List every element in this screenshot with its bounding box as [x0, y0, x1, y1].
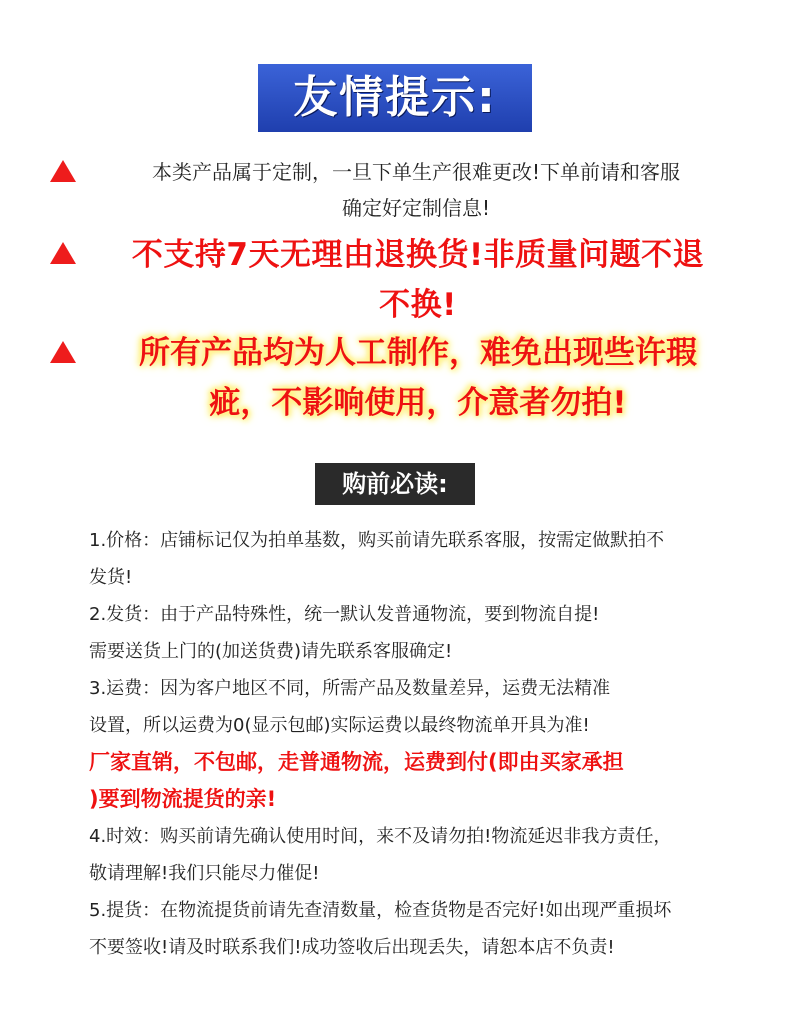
notice-line: 不支持7天无理由退换货!非质量问题不退: [131, 237, 705, 273]
rule-line: 3.运费：因为客户地区不同，所需产品及数量差异，运费无法精准: [89, 678, 611, 699]
notice-handmade: [88, 328, 748, 428]
warning-triangle-icon: [50, 242, 76, 264]
rule-line: 发货!: [89, 567, 133, 588]
warning-triangle-icon: [50, 341, 76, 363]
title-banner: [0, 64, 790, 132]
rule-line: 5.提货：在物流提货前请先查清数量，检查货物是否完好!如出现严重损坏: [89, 900, 672, 921]
rule-line: 4.时效：购买前请先确认使用时间，来不及请勿拍!物流延迟非我方责任，: [89, 826, 672, 847]
notice-line: 不换!: [379, 287, 457, 323]
section-title: 购前必读:: [315, 463, 475, 505]
rule-line: 敬请理解!我们只能尽力催促!: [89, 863, 320, 884]
rule-line: 2.发货：由于产品特殊性，统一默认发普通物流，要到物流自提!: [89, 604, 600, 625]
notice-line: 所有产品均为人工制作，难免出现些许瑕: [139, 335, 697, 371]
rule-line: 需要送货上门的(加送货费)请先联系客服确定!: [89, 641, 453, 662]
warning-triangle-icon: [50, 160, 76, 182]
notice-no-returns: [88, 230, 748, 330]
page-title: 友情提示:: [258, 64, 532, 132]
subtitle-banner: [0, 463, 790, 505]
notice-line: 疵，不影响使用，介意者勿拍!: [209, 385, 627, 421]
rule-line: 设置，所以运费为0(显示包邮)实际运费以最终物流单开具为准!: [89, 715, 590, 736]
rule-line-highlight: 厂家直销，不包邮，走普通物流，运费到付(即由买家承担: [89, 750, 624, 774]
rules-list: [89, 522, 749, 966]
notice-custom-order: [96, 154, 736, 226]
notice-line: 本类产品属于定制，一旦下单生产很难更改!下单前请和客服: [151, 160, 681, 184]
rule-line: 不要签收!请及时联系我们!成功签收后出现丢失，请恕本店不负责!: [89, 937, 615, 958]
notice-line: 确定好定制信息!: [341, 196, 491, 220]
rule-line: 1.价格：店铺标记仅为拍单基数，购买前请先联系客服，按需定做默拍不: [89, 530, 665, 551]
rule-line-highlight: )要到物流提货的亲!: [89, 787, 277, 811]
